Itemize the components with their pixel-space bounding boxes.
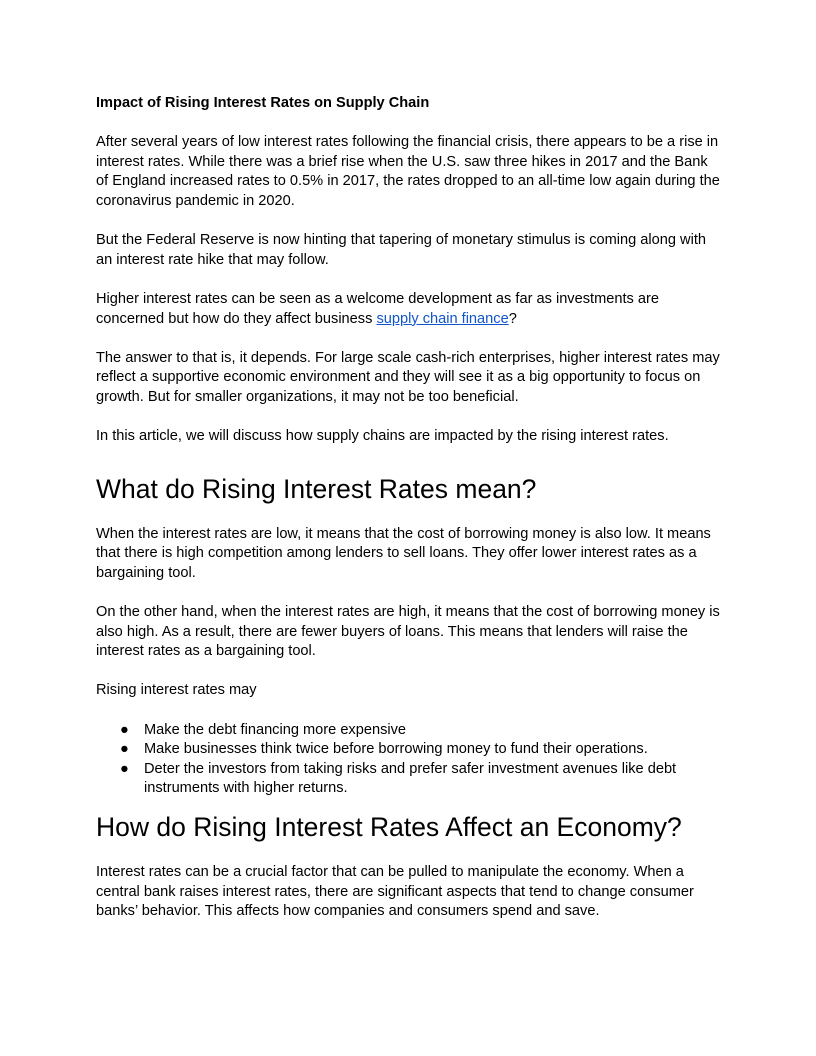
- intro-paragraph-3-end: ?: [508, 310, 517, 327]
- bullet-list: [96, 721, 720, 799]
- intro-paragraph-1: After several years of low interest rates following the financial crisis, there appears to be a rise in interest rates. While there was a brief rise when the U.S. saw three hikes in 2017 and the Bank of England increased rates to 0.5% in 2017, the rates dropped to an all-time low again during the coronavirus pandemic in 2020.: [96, 134, 720, 209]
- section1-paragraph-1: When the interest rates are low, it means that the cost of borrowing money is also low. It means that there is high competition among lenders to sell loans. They offer lower interest rates as a bargaining tool.: [96, 525, 711, 581]
- list-item: [96, 760, 720, 799]
- intro-paragraph-2: But the Federal Reserve is now hinting that tapering of monetary stimulus is coming along with an interest rate hike that may follow.: [96, 232, 707, 268]
- intro-paragraph-3-text: Higher interest rates can be seen as a welcome development as far as investments are concerned but how do they affect business: [96, 290, 659, 327]
- list-item-text: Make the debt financing more expensive: [144, 721, 407, 738]
- section1-paragraph-3: Rising interest rates may: [96, 682, 257, 699]
- bullet-icon: ●: [120, 760, 129, 777]
- section2-paragraph-1: Interest rates can be a crucial factor that can be pulled to manipulate the economy. When a central bank raises interest rates, there are significant aspects that tend to change consumer banks’ behavior. This affects how companies and consumers spend and save.: [96, 864, 694, 920]
- section1-paragraph-2: On the other hand, when the interest rates are high, it means that the cost of borrowing money is also high. As a result, there are fewer buyers of loans. This means that lenders will raise the interest rates as a bargaining tool.: [96, 604, 720, 660]
- section-heading-economy-effect: How do Rising Interest Rates Affect an Economy?: [96, 812, 682, 842]
- section-heading-rising-rates-meaning: What do Rising Interest Rates mean?: [96, 473, 537, 504]
- intro-paragraph-3: [96, 290, 720, 329]
- document-title: Impact of Rising Interest Rates on Supply Chain: [96, 95, 430, 111]
- intro-paragraph-5: In this article, we will discuss how supply chains are impacted by the rising interest rates.: [96, 428, 669, 445]
- list-item: [96, 721, 720, 741]
- bullet-icon: ●: [120, 721, 129, 738]
- intro-paragraph-4: The answer to that is, it depends. For large scale cash-rich enterprises, higher interest rates may reflect a supportive economic environment and they will see it as a big opportunity to focus on growth. But for smaller organizations, it may not be too beneficial.: [96, 349, 720, 405]
- bullet-icon: ●: [120, 741, 129, 758]
- supply-chain-finance-link[interactable]: supply chain finance: [376, 310, 509, 327]
- list-item: [96, 740, 720, 760]
- document-page: [96, 94, 720, 922]
- list-item-text: Make businesses think twice before borrowing money to fund their operations.: [144, 741, 648, 758]
- list-item-text: Deter the investors from taking risks and prefer safer investment avenues like debt instruments with higher returns.: [144, 760, 677, 797]
